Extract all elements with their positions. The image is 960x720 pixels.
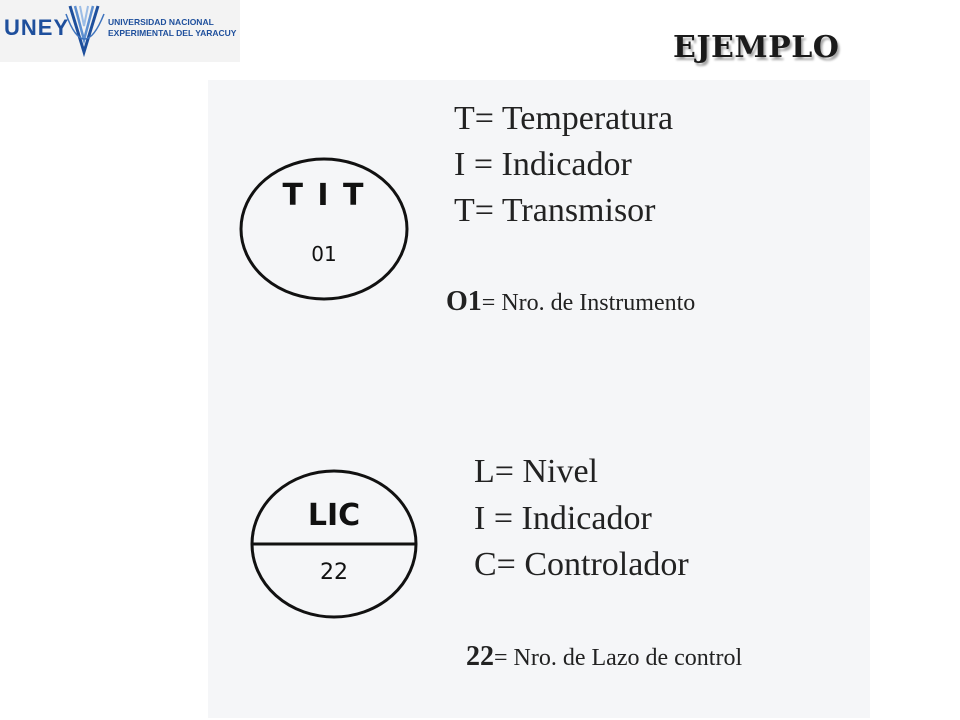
logo-caption-line1: UNIVERSIDAD NACIONAL: [108, 17, 214, 27]
definition-t-temperatura: T= Temperatura: [454, 100, 674, 137]
definition-i-indicador-2: I = Indicador: [474, 500, 652, 537]
loop-number-text: = Nro. de Lazo de control: [494, 645, 743, 671]
bubble-lic-number: 22: [320, 560, 348, 585]
instrument-number-bold: O1: [446, 286, 482, 317]
bubble-lic-letters: LIC: [307, 498, 361, 533]
bubble-tit-letters: T I T: [282, 178, 366, 213]
definition-t-transmisor: T= Transmisor: [454, 192, 656, 229]
definition-i-indicador: I = Indicador: [454, 146, 632, 183]
logo-caption-line2: EXPERIMENTAL DEL YARACUY: [108, 28, 237, 38]
definition-l-nivel: L= Nivel: [474, 453, 598, 490]
instrument-figure: [208, 80, 870, 718]
logo-wordmark: [4, 15, 69, 41]
logo-short-name: UNEY: [4, 15, 70, 40]
instrument-number-text: = Nro. de Instrumento: [481, 290, 696, 316]
logo-emblem-icon: [64, 2, 106, 60]
slide-title: EJEMPLO: [673, 30, 840, 65]
logo-caption: [108, 17, 236, 39]
loop-number-note: [466, 641, 742, 673]
bubble-tit-number: 01: [311, 242, 337, 266]
university-logo: [0, 0, 240, 62]
loop-number-bold: 22: [466, 641, 494, 672]
instrument-number-note: [446, 286, 695, 318]
definition-c-controlador: C= Controlador: [474, 546, 689, 583]
